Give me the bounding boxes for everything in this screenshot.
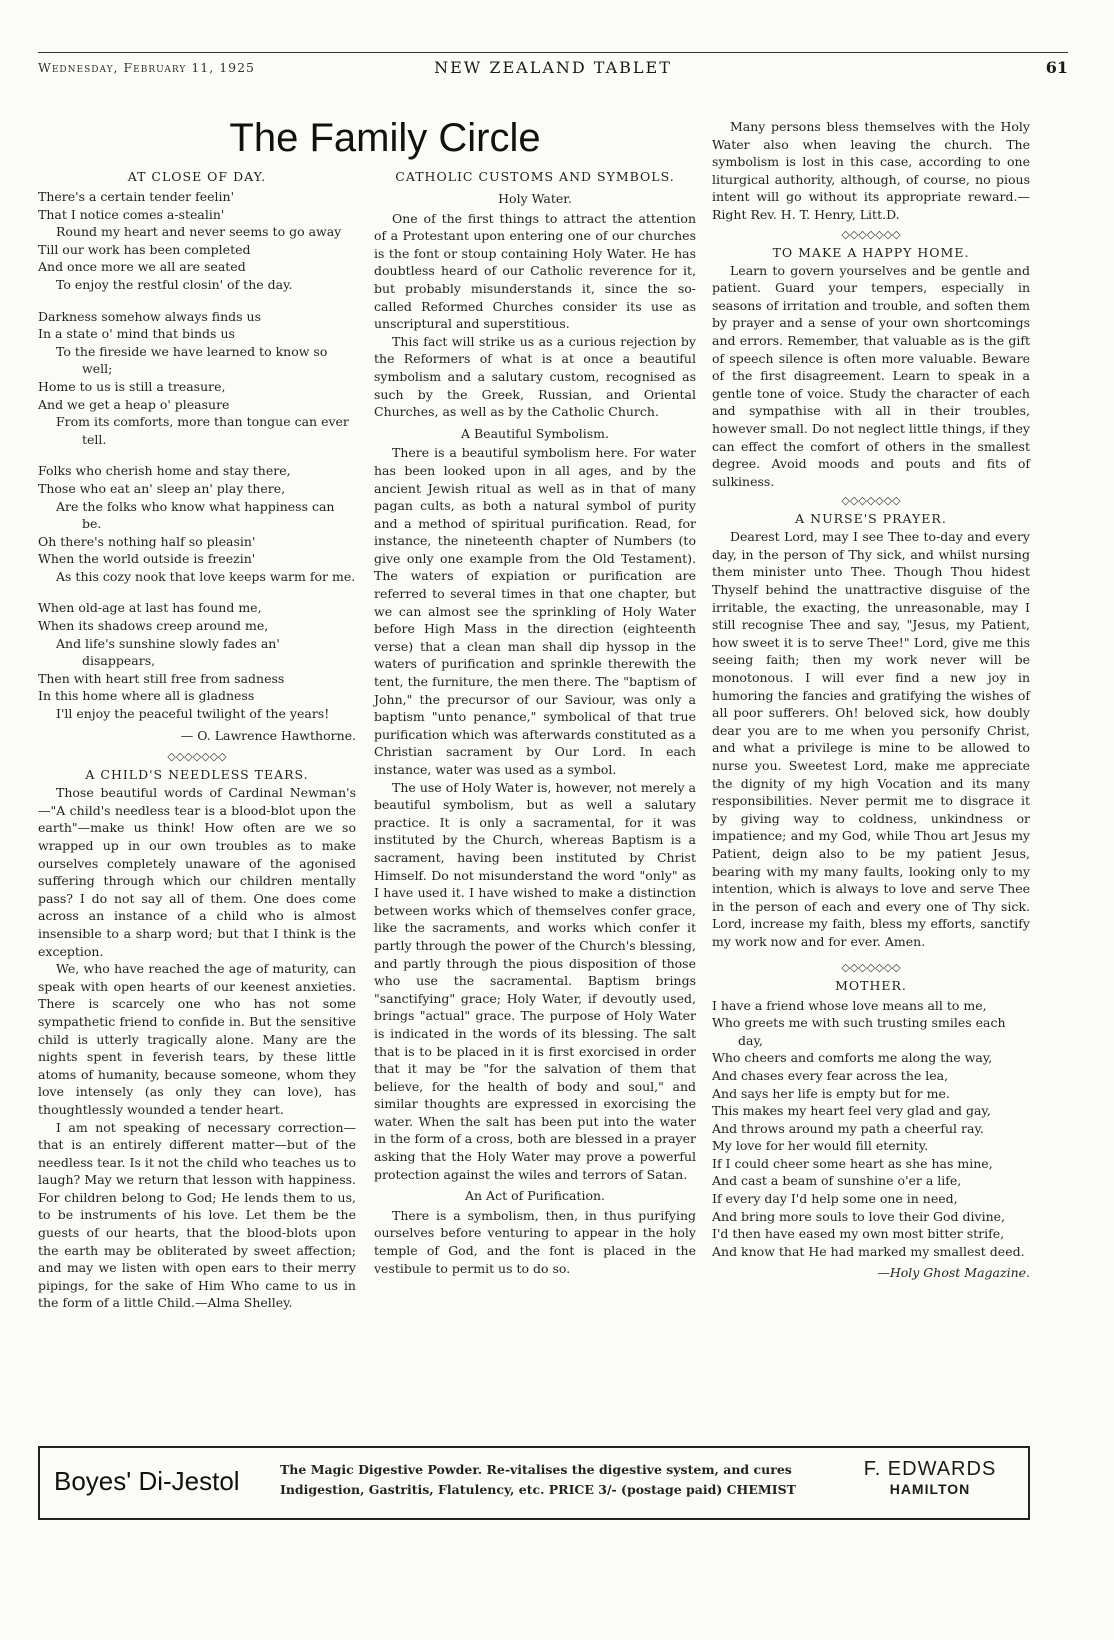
article-paragraph: This fact will strike us as a curious rejection by the Reformers of what is at once a beautiful symbolism and a salutary custom, recognised as such by the Greek, Russian, and Oriental Churches, as well as by the Catholic Church.	[374, 333, 696, 420]
subheading: A Beautiful Symbolism.	[461, 425, 609, 441]
poem-line: That I notice comes a-stealin'	[38, 206, 225, 222]
poem-at-close-of-day	[38, 188, 356, 744]
article-paragraph: We, who have reached the age of maturity, can speak with open hearts of our keenest anxieties. There is scarcely one who has not some sympathetic friend to confide in. But the sensitive child is utterly tragically alone. Many are the nights spent in feverish tears, by these little atoms of humanity, because someone, whom they love intensely (as only they can love), has thoughtlessly wounded a tender heart.	[38, 961, 356, 1117]
poem-heading: AT CLOSE OF DAY.	[127, 169, 267, 184]
stanza	[38, 308, 356, 449]
poem-heading: MOTHER.	[835, 977, 907, 993]
poem-line: And once more we all are seated	[38, 259, 246, 275]
subheading: Holy Water.	[498, 191, 572, 206]
poem-line: And know that He had marked my smallest deed.	[712, 1243, 1025, 1259]
poem-line: Darkness somehow always finds us	[38, 308, 262, 324]
issue-date: Wednesday, February 11, 1925	[38, 60, 256, 75]
poem-line: From its comforts, more than tongue can ever tell.	[56, 414, 349, 447]
poem-line: And bring more souls to love their God divine,	[712, 1208, 1006, 1224]
poem-line: I'd then have eased my own most bitter strife,	[712, 1226, 1005, 1242]
article-paragraph: Learn to govern yourselves and be gentle and patient. Guard your tempers, especially in seasons of irritation and trouble, and soften them by prayer and a sense of your own shortcomings and errors. Remember, that valuable as is the gift of speech silence is often more valuable. Beware of the first disagreement. Learn to speak in a gentle tone of voice. Study the character of each and sympathise with all in their troubles, however small. Do not neglect little things, if they can effect the comfort of others in the smallest degree. Avoid moods and pouts and fits of sulkiness.	[712, 262, 1030, 489]
article-paragraph: The use of Holy Water is, however, not merely a beautiful symbolism, but as well a salutary practice. It is only a sacramental, for it was instituted by the Church, whereas Baptism is a sacrament, having been instituted by Christ Himself. Do not misunderstand the word "only" as I have used it. I have wished to make a distinction between works which of themselves confer grace, like the sacraments, and works which confer it partly through the power of the Church's blessing, and partly through the pious disposition of those who use the sacramental. Baptism brings "sanctifying" grace; Holy Water, if devoutly used, brings "actual" grace. The purpose of Holy Water is indicated in the words of its blessing. The salt that is to be placed in it is first exorcised in order that it may be "for the salvation of them that believe, for the health of body and soul," and similar thoughts are expressed in exorcising the water. When the salt has been put into the water in the form of a cross, both are blessed in a prayer asking that the Holy Water may prove a powerful protection against the wiles and terrors of Satan.	[374, 779, 696, 1182]
article-heading: CATHOLIC CUSTOMS AND SYMBOLS.	[395, 169, 675, 184]
stanza	[38, 462, 356, 585]
poem-line: If every day I'd help some one in need,	[712, 1191, 958, 1207]
poem-line: Folks who cherish home and stay there,	[38, 463, 291, 479]
ad-description	[280, 1460, 840, 1500]
ad-line: Indigestion, Gastritis, Flatulency, etc. PRICE 3/- (postage paid) CHEMIST	[280, 1482, 796, 1497]
poem-line: Who cheers and comforts me along the way,	[712, 1050, 993, 1066]
article-heading: A NURSE'S PRAYER.	[795, 511, 947, 527]
poem-line: Then with heart still free from sadness	[38, 670, 285, 686]
poem-line: As this cozy nook that love keeps warm for me.	[56, 568, 356, 584]
page-number: 61	[1045, 58, 1068, 77]
poem-line: When its shadows creep around me,	[38, 618, 269, 634]
article-paragraph: There is a beautiful symbolism here. For water has been looked upon in all ages, and by the ancient Jewish ritual as well as in that of many pagan cults, as both a natural symbol of purity and a method of spiritual purification. Read, for instance, the nineteenth chapter of Numbers (to give only one example from the Old Testament). The waters of expiation or purification are referred to several times in that one chapter, but we can almost see the sprinkling of Holy Water before High Mass in the direction (eighteenth verse) that a clean man shall dip hyssop in the waters of purification and sprinkle therewith the tent, the furniture, the men there. The "baptism of John," the precursor of our Saviour, was only a baptism "unto penance," symbolical of that true purification which was afterwards constituted as a Christian sacrament by Our Lord. In each instance, water was used as a symbol.	[374, 445, 696, 777]
ornament-divider: ◇◇◇◇◇◇◇	[167, 750, 227, 764]
column-2	[374, 168, 696, 1277]
poem-line: Who greets me with such trusting smiles each day,	[712, 1015, 1006, 1048]
poem-line: My love for her would fill eternity.	[712, 1138, 929, 1154]
poem-attribution: —Holy Ghost Magazine.	[877, 1265, 1030, 1281]
poem-line: When old-age at last has found me,	[38, 600, 262, 616]
page-title: The Family Circle	[229, 116, 541, 160]
poem-line: This makes my heart feel very glad and gay,	[712, 1103, 991, 1119]
advertisement	[38, 1446, 1030, 1520]
ad-seller	[850, 1458, 1010, 1497]
ad-line: The Magic Digestive Powder. Re-vitalises the digestive system, and cures	[280, 1462, 792, 1477]
ad-brand: Boyes' Di-Jestol	[54, 1466, 240, 1496]
article-paragraph: One of the first things to attract the attention of a Protestant upon entering one of our churches is the font or stoup containing Holy Water. He has doubtless heard of our Catholic reverence for it, but probably misunderstands it, since the so-called Reformed Churches consider its use as unscriptural and superstitious.	[374, 210, 696, 332]
poem-line: And life's sunshine slowly fades an' disappears,	[56, 635, 280, 669]
poem-line: Those who eat an' sleep an' play there,	[38, 480, 286, 496]
article-paragraph: There is a symbolism, then, in thus purifying ourselves before venturing to appear in the holy temple of God, and the font is placed in the vestibule to permit us to do so.	[374, 1207, 696, 1276]
article-paragraph: Those beautiful words of Cardinal Newman's—"A child's needless tear is a blood-blot upon the earth"—make us think! How often are we so wrapped up in our own troubles as to make ourselves completely unaware of the agonised suffering through which our children mentally pass? I do not say all of them. One does come across an instance of a child who is almost insensible to a sharp word; but that I think is the exception.	[38, 785, 356, 959]
poem-line: And we get a heap o' pleasure	[38, 396, 230, 412]
poem-mother	[712, 997, 1030, 1261]
poem-line: In this home where all is gladness	[38, 688, 255, 704]
stanza	[38, 599, 356, 722]
article-paragraph: Many persons bless themselves with the Holy Water also when leaving the church. The symbolism is lost in this case, according to one liturgical authority, although, of course, no pious intent will go without its appropriate reward.—Right Rev. H. T. Henry, Litt.D.	[712, 119, 1030, 222]
poem-line: When the world outside is freezin'	[38, 551, 256, 567]
poem-line: And says her life is empty but for me.	[712, 1085, 950, 1101]
poem-line: In a state o' mind that binds us	[38, 326, 235, 342]
poem-line: And cast a beam of sunshine o'er a life,	[712, 1173, 962, 1189]
poem-line: To the fireside we have learned to know so well;	[56, 343, 328, 377]
column-3	[712, 118, 1030, 1288]
poem-line: And throws around my path a cheerful ray.	[712, 1120, 984, 1136]
ornament-divider: ◇◇◇◇◇◇◇	[841, 227, 901, 241]
ornament-divider: ◇◇◇◇◇◇◇	[841, 494, 901, 508]
poem-line: If I could cheer some heart as she has mine,	[712, 1155, 993, 1171]
article-paragraph: Dearest Lord, may I see Thee to-day and every day, in the person of Thy sick, and whilst nursing them minister unto Thee. Though Thou hidest Thyself behind the unattractive disguise of the irritable, the exacting, the unreasonable, may I still recognise Thee and say, "Jesus, my Patient, how sweet it is to serve Thee!" Lord, give me this seeing faith; then my work never will be monotonous. I will ever find a new joy in humoring the fancies and gratifying the wishes of all poor sufferers. Oh! beloved sick, how doubly dear you are to me when you personify Christ, and what a privilege is mine to be allowed to nurse you. Sweetest Lord, make me appreciate the dignity of my high Vocation and its many responsibilities. Never permit me to disgrace it by giving way to coldness, unkindness or impatience; and my God, while Thou art Jesus my Patient, deign also to be my patient Jesus, bearing with my many faults, looking only to my intention, which is always to love and serve Thee in the person of each and every one of Thy sick. Lord, increase my faith, bless my efforts, sanctify my work now and for ever. Amen.	[712, 529, 1030, 949]
masthead	[38, 52, 1068, 84]
ornament-divider: ◇◇◇◇◇◇◇	[841, 960, 901, 974]
poem-line: And chases every fear across the lea,	[712, 1067, 949, 1083]
article-heading: A CHILD'S NEEDLESS TEARS.	[85, 767, 309, 783]
article-heading: TO MAKE A HAPPY HOME.	[772, 244, 970, 260]
article-paragraph: I am not speaking of necessary correction—that is an entirely different matter—but of the needless tear. Is it not the child who teaches us to laugh? May we return that lesson with happiness. For children belong to God; He lends them to us, to be instruments of his love. Let them be the guests of our hearts, that the blood-blots upon the earth may be obliterated by sweet affection; and may we listen with open ears to their merry pipings, for the sake of Him Who came to us in the form of a little Child.—Alma Shelley.	[38, 1119, 356, 1311]
poem-attribution: — O. Lawrence Hawthorne.	[180, 727, 356, 743]
column-1	[38, 168, 356, 1312]
poem-line: I have a friend whose love means all to me,	[712, 997, 987, 1013]
poem-line: Are the folks who know what happiness can be.	[56, 498, 335, 532]
subheading: An Act of Purification.	[465, 1188, 605, 1204]
header-rule	[38, 52, 1068, 53]
poem-line: To enjoy the restful closin' of the day.	[56, 276, 293, 292]
publication-name: NEW ZEALAND TABLET	[434, 58, 672, 77]
poem-line: Till our work has been completed	[38, 241, 251, 257]
poem-line: There's a certain tender feelin'	[38, 189, 235, 204]
poem-line: Round my heart and never seems to go away	[56, 224, 342, 240]
seller-name: F. EDWARDS	[863, 1458, 997, 1480]
poem-line: Home to us is still a treasure,	[38, 378, 226, 394]
poem-line: I'll enjoy the peaceful twilight of the years!	[56, 706, 330, 722]
poem-line: Oh there's nothing half so pleasin'	[38, 533, 256, 549]
stanza	[38, 188, 356, 294]
seller-city: HAMILTON	[889, 1481, 971, 1497]
